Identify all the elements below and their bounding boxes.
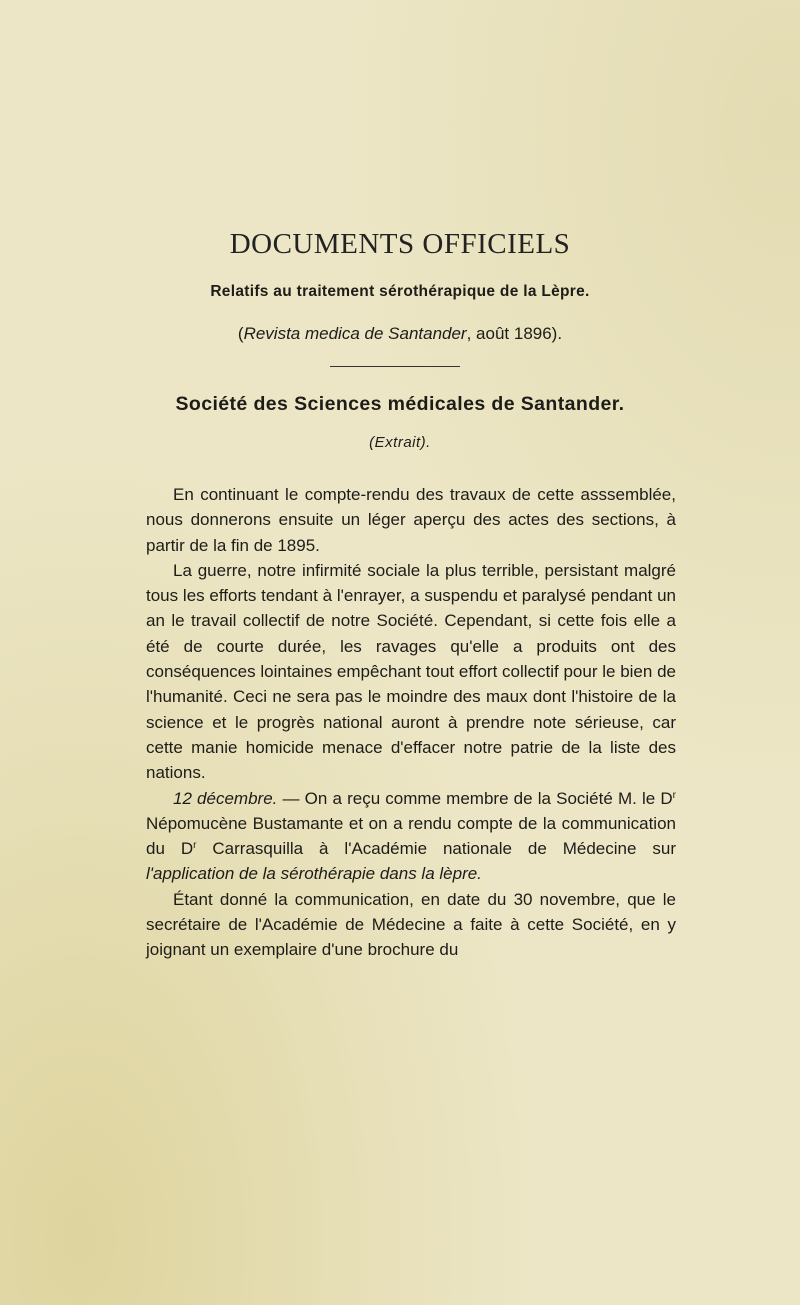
paragraph-3-part-c: Carrasquilla à l'Académie nationale de Médecine sur (196, 839, 676, 859)
source-date: , août 1896). (466, 324, 563, 343)
entry-date: 12 décembre. (173, 788, 278, 808)
communication-topic: l'application de la sérothérapie dans la lèpre. (146, 864, 482, 884)
source-journal: Revista medica de Santander (243, 324, 467, 343)
paragraph-1: En continuant le compte-rendu des travaux de cette asssemblée, nous donnerons ensuite un léger aperçu des actes des sections, à partir de la fin de 1895. (146, 485, 676, 555)
source-citation (0, 324, 800, 344)
doctor-superscript-2: r (193, 840, 197, 852)
paragraph-3 (146, 786, 676, 887)
extract-label: (Extrait). (369, 434, 431, 451)
paragraph-2: La guerre, notre infirmité sociale la plus terrible, persistant malgré tous les efforts tendant à l'enrayer, a suspendu et paralysé pendant un an le travail collectif de notre Société. Cependant, si cette fois elle a été de courte durée, les ravages qu'elle a produits ont des conséquences lointaines empêchant tout effort collectif pour le bien de l'humanité. Ceci ne sera pas le moindre des maux dont l'histoire de la science et le progrès national auront à prendre note sérieuse, car cette manie homicide menace d'effacer notre patrie de la liste des nations. (146, 560, 676, 783)
society-heading: Société des Sciences médicales de Santander. (175, 393, 625, 415)
body-text (146, 482, 676, 963)
paragraph-4: Étant donné la communication, en date du 30 novembre, que le secrétaire de l'Académie de Médecine a faite à cette Société, en y joignant un exemplaire d'une brochure du (146, 889, 676, 960)
source-open-paren: ( (237, 324, 244, 343)
paragraph-3-part-a: — On a reçu comme membre de la Société M. le D (277, 788, 673, 808)
document-subtitle: Relatifs au traitement sérothérapique de la Lèpre. (210, 283, 590, 300)
document-title: DOCUMENTS OFFICIELS (229, 228, 571, 260)
doctor-superscript-1: r (672, 789, 676, 801)
section-divider (330, 366, 460, 367)
paragraph-3-part-b: Népomucène Bustamante et on a rendu compte de la communication du D (146, 813, 676, 859)
